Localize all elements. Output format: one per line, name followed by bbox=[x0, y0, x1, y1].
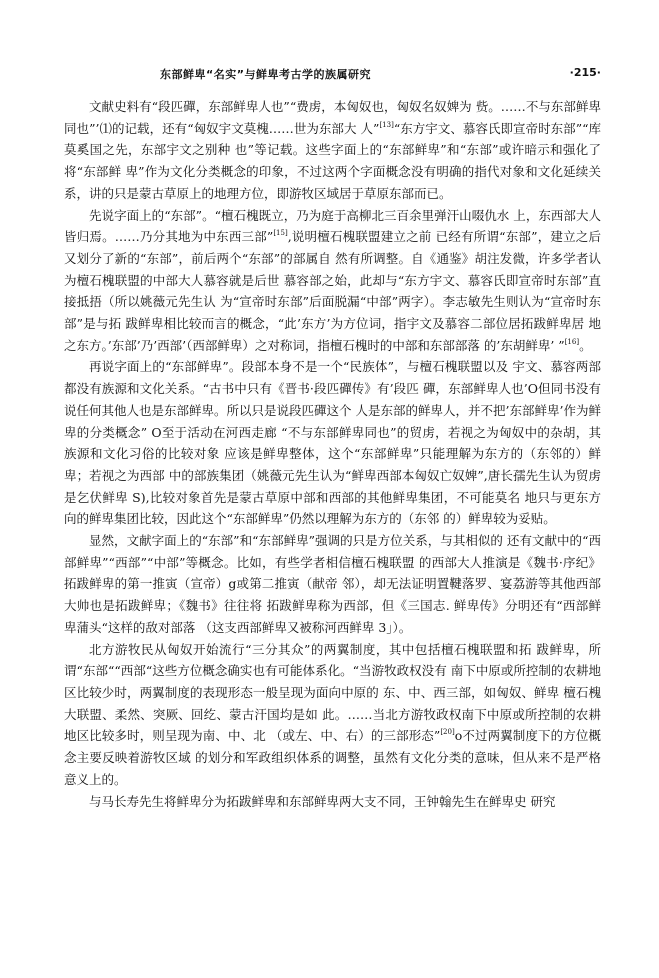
footnote-ref: [16] bbox=[564, 337, 580, 346]
paragraph-5: 北方游牧民从匈奴开始流行“三分其众”的两翼制度，其中包括檀石槐联盟和拓 跋鲜卑，所谓“东部““西部“这些方位概念确实也有可能体系化。“当游牧政权没有 南下中原或所控制的农耕地区比较少时，两翼制度的表现形态一般呈现为面向中原的 东、中、西三部，如匈奴、鲜卑 檀石槐大联盟、柔然、突厥、回纥、蒙古汗国均是如 此。……当北方游牧政权南下中原或所控制的农耕地区比较多时，则呈现为南、中、北 （或左、中、右）的三部形态”[20]o不过两翼制度下的方位概念主要反映着游牧区域 的划分和军政组织体系的调整，虽然有文化分类的意味，但从来不是严格意义上的。 bbox=[64, 641, 601, 787]
footnote-ref: [13] bbox=[379, 120, 394, 129]
running-title: 东部鲜卑“名实”与鲜卑考古学的族属研究 bbox=[160, 68, 371, 81]
page-number: ·215· bbox=[569, 66, 601, 79]
article-body bbox=[64, 96, 601, 812]
page-header bbox=[64, 66, 601, 84]
paragraph-3: 再说字面上的“东部鲜卑”。段部本身不是一个“民族体”，与檀石槐联盟以及 宇文、慕容两部都没有族源和文化关系。“古书中只有《晋书·段匹磾传》有’段匹 磾，东部鲜卑人也’O但同书没有说任何其他人也是东部鲜卑。所以只是说段匹磾这个 人是东部的鲜卑人，并不把’东部鲜卑’作为鲜卑的分类概念” O至于活动在河西走廊 “不与东部鲜卑同也”的贸虏，若视之为匈奴中的杂胡，其族源和文化习俗的比较对象 应该是鲜卑整体，这个“东部鲜卑”只能理解为东方的（东邻的）鲜卑；若视之为西部 中的部族集团（姚薇元先生认为“鲜卑西部本匈奴亡奴婢”,唐长孺先生认为贸虏 是乞伏鲜卑 S),比较对象首先是蒙古草原中部和西部的其他鲜卑集团，不可能莫名 地只与更东方向的鲜卑集团比较，因此这个“东部鲜卑”仍然以理解为东方的（东邻 的）鲜卑较为妥贴。 bbox=[64, 359, 601, 527]
footnote-ref: [20] bbox=[440, 728, 455, 737]
paragraph-4: 显然，文献字面上的“东部”和“东部鲜卑”强调的只是方位关系，与其相似的 还有文献中的“西部鲜卑”“西部”“中部”等概念。比如，有些学者相信檀石槐联盟 的西部大人推演是《魏书·序纪》拓跋鲜卑的第一推寅（宣帝）g或第二推寅（献帝 邻），却无法证明置鞬落罗、宴荔游等其他西部大帅也是拓跋鲜卑；《魏书》往往将 拓跋鲜卑称为西部，但《三国志. 鲜卑传》分明还有“西部鲜卑蒲头“这样的敌对部落 （这支西部鲜卑又被称河西鲜卑 3」）。 bbox=[64, 533, 601, 635]
paragraph-2: 先说字面上的“东部”。“檀石槐既立，乃为庭于高柳北三百余里弹汗山啜仇水 上，东西部大人皆归焉。……乃分其地为中东西三部”[15],说明檀石槐联盟建立之前 已经有所谓“东部”，建立之后又划分了新的“东部”，前后两个“东部”的部属自 然有所调整。自《通鉴》胡注发微，许多学者认为檀石槐联盟的中部大人慕容就是后世 慕容部之始，此却与“东方宇文、慕容氏即宣帝时东部”直接抵捂（所以姚薇元先生认 为“宣帝时东部”后面脱漏“中部”两字）。李志敏先生则认为“宣帝时东部”是与拓 跋鲜卑相比较而言的概念，“此’东方’为方位词，指宇文及慕容二部位居拓跋鲜卑居 地之东方。’东部’乃’西部’（西部鲜卑）之对称词，指檀石槐时的中部和东部部落 的’东胡鲜卑’ ”[16]。 bbox=[64, 207, 601, 353]
paragraph-6: 与马长寿先生将鲜卑分为拓跋鲜卑和东部鲜卑两大支不同，王钟翰先生在鲜卑史 研究 bbox=[89, 793, 556, 809]
paragraph-1: 文献史料有“段匹磾，东部鲜卑人也”“费虏，本匈奴也，匈奴名奴婢为 赀。……不与东部鲜卑同也”’⑴的记载，还有“匈奴宇文莫槐……世为东部大 人”[13]“东方宇文、慕容氏即宣帝时东部”“库莫奚国之先，东部宇文之别种 也”等记载。这些字面上的“东部鲜卑”和“东部”或许暗示和强化了将“东部鲜 卑”作为文化分类概念的印象，不过这两个字面概念没有明确的指代对象和文化延续关 系，讲的只是蒙古草原上的地理方位，即游牧区域居于草原东部而已。 bbox=[64, 99, 602, 201]
footnote-ref: [15] bbox=[273, 229, 288, 238]
